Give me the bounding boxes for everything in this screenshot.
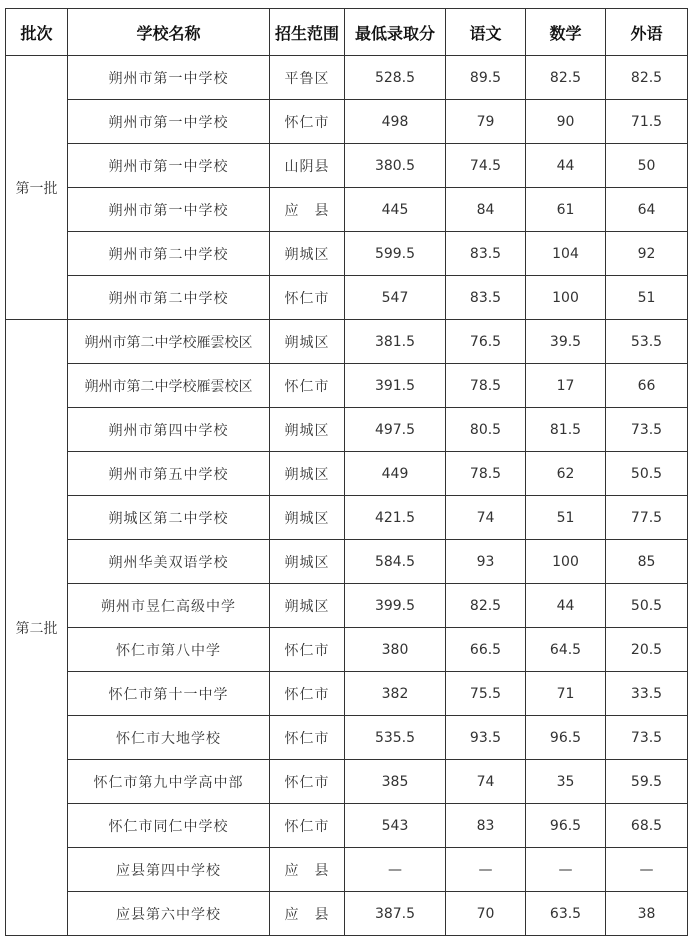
foreign-score-cell: 64 [606, 188, 688, 232]
math-score-cell: 44 [526, 584, 606, 628]
foreign-score-cell: 92 [606, 232, 688, 276]
foreign-score-cell: 66 [606, 364, 688, 408]
table-body [6, 56, 688, 936]
region-cell: 怀仁市 [270, 804, 345, 848]
region-cell: 应 县 [270, 892, 345, 936]
school-name-cell: 怀仁市第十一中学 [68, 672, 270, 716]
math-score-cell: 96.5 [526, 804, 606, 848]
school-name-cell: 朔州市第一中学校 [68, 100, 270, 144]
table-row [6, 452, 688, 496]
chinese-score-cell: 79 [446, 100, 526, 144]
math-score-cell: 62 [526, 452, 606, 496]
math-score-cell: 71 [526, 672, 606, 716]
region-cell: 怀仁市 [270, 672, 345, 716]
chinese-score-cell: 89.5 [446, 56, 526, 100]
header-school-name: 学校名称 [68, 9, 270, 56]
table-row [6, 144, 688, 188]
chinese-score-cell: 66.5 [446, 628, 526, 672]
school-name-cell: 怀仁市大地学校 [68, 716, 270, 760]
math-score-cell: 61 [526, 188, 606, 232]
foreign-score-cell: 20.5 [606, 628, 688, 672]
region-cell: 山阴县 [270, 144, 345, 188]
min-score-cell: — [345, 848, 446, 892]
min-score-cell: 449 [345, 452, 446, 496]
table-row [6, 56, 688, 100]
school-name-cell: 朔州市第二中学校 [68, 276, 270, 320]
math-score-cell: 44 [526, 144, 606, 188]
math-score-cell: — [526, 848, 606, 892]
foreign-score-cell: 68.5 [606, 804, 688, 848]
min-score-cell: 543 [345, 804, 446, 848]
region-cell: 怀仁市 [270, 628, 345, 672]
region-cell: 怀仁市 [270, 760, 345, 804]
math-score-cell: 39.5 [526, 320, 606, 364]
min-score-cell: 599.5 [345, 232, 446, 276]
foreign-score-cell: 50.5 [606, 584, 688, 628]
header-region: 招生范围 [270, 9, 345, 56]
foreign-score-cell: 33.5 [606, 672, 688, 716]
table-row [6, 848, 688, 892]
batch-cell: 第二批 [6, 320, 68, 936]
header-chinese: 语文 [446, 9, 526, 56]
region-cell: 朔城区 [270, 320, 345, 364]
admission-score-table [5, 8, 688, 936]
min-score-cell: 385 [345, 760, 446, 804]
school-name-cell: 应县第四中学校 [68, 848, 270, 892]
foreign-score-cell: 73.5 [606, 716, 688, 760]
foreign-score-cell: 51 [606, 276, 688, 320]
school-name-cell: 朔州市第一中学校 [68, 188, 270, 232]
math-score-cell: 100 [526, 276, 606, 320]
school-name-cell: 朔州市第一中学校 [68, 56, 270, 100]
header-batch: 批次 [6, 9, 68, 56]
table-row [6, 584, 688, 628]
table-row [6, 364, 688, 408]
chinese-score-cell: 82.5 [446, 584, 526, 628]
min-score-cell: 391.5 [345, 364, 446, 408]
region-cell: 朔城区 [270, 408, 345, 452]
batch-cell: 第一批 [6, 56, 68, 320]
foreign-score-cell: 53.5 [606, 320, 688, 364]
min-score-cell: 382 [345, 672, 446, 716]
min-score-cell: 535.5 [345, 716, 446, 760]
region-cell: 平鲁区 [270, 56, 345, 100]
header-foreign-language: 外语 [606, 9, 688, 56]
school-name-cell: 朔州市第四中学校 [68, 408, 270, 452]
foreign-score-cell: 77.5 [606, 496, 688, 540]
chinese-score-cell: 70 [446, 892, 526, 936]
school-name-cell: 朔州市昱仁高级中学 [68, 584, 270, 628]
region-cell: 应 县 [270, 188, 345, 232]
table-row [6, 100, 688, 144]
region-cell: 应 县 [270, 848, 345, 892]
chinese-score-cell: 74 [446, 760, 526, 804]
foreign-score-cell: 38 [606, 892, 688, 936]
foreign-score-cell: 50.5 [606, 452, 688, 496]
min-score-cell: 547 [345, 276, 446, 320]
region-cell: 朔城区 [270, 232, 345, 276]
table-row [6, 716, 688, 760]
region-cell: 朔城区 [270, 496, 345, 540]
math-score-cell: 17 [526, 364, 606, 408]
min-score-cell: 421.5 [345, 496, 446, 540]
school-name-cell: 怀仁市第九中学高中部 [68, 760, 270, 804]
table-row [6, 672, 688, 716]
school-name-cell: 朔州华美双语学校 [68, 540, 270, 584]
table-row [6, 232, 688, 276]
table-row [6, 276, 688, 320]
math-score-cell: 51 [526, 496, 606, 540]
table-row [6, 496, 688, 540]
chinese-score-cell: 76.5 [446, 320, 526, 364]
chinese-score-cell: 83.5 [446, 276, 526, 320]
min-score-cell: 380.5 [345, 144, 446, 188]
chinese-score-cell: 83 [446, 804, 526, 848]
min-score-cell: 528.5 [345, 56, 446, 100]
table-row [6, 804, 688, 848]
region-cell: 朔城区 [270, 452, 345, 496]
school-name-cell: 朔州市第二中学校 [68, 232, 270, 276]
foreign-score-cell: 73.5 [606, 408, 688, 452]
region-cell: 怀仁市 [270, 276, 345, 320]
math-score-cell: 90 [526, 100, 606, 144]
region-cell: 怀仁市 [270, 364, 345, 408]
math-score-cell: 96.5 [526, 716, 606, 760]
min-score-cell: 381.5 [345, 320, 446, 364]
math-score-cell: 63.5 [526, 892, 606, 936]
school-name-cell: 朔州市第二中学校雁雲校区 [68, 364, 270, 408]
table-header [6, 9, 688, 56]
chinese-score-cell: 78.5 [446, 452, 526, 496]
min-score-cell: 497.5 [345, 408, 446, 452]
foreign-score-cell: 85 [606, 540, 688, 584]
chinese-score-cell: 74 [446, 496, 526, 540]
min-score-cell: 387.5 [345, 892, 446, 936]
chinese-score-cell: 93 [446, 540, 526, 584]
chinese-score-cell: — [446, 848, 526, 892]
math-score-cell: 81.5 [526, 408, 606, 452]
header-min-score: 最低录取分 [345, 9, 446, 56]
table-row [6, 892, 688, 936]
region-cell: 怀仁市 [270, 100, 345, 144]
chinese-score-cell: 83.5 [446, 232, 526, 276]
school-name-cell: 应县第六中学校 [68, 892, 270, 936]
header-math: 数学 [526, 9, 606, 56]
header-row [6, 9, 688, 56]
school-name-cell: 朔州市第五中学校 [68, 452, 270, 496]
min-score-cell: 498 [345, 100, 446, 144]
table-row [6, 320, 688, 364]
foreign-score-cell: 59.5 [606, 760, 688, 804]
table-row [6, 540, 688, 584]
math-score-cell: 100 [526, 540, 606, 584]
foreign-score-cell: 71.5 [606, 100, 688, 144]
region-cell: 怀仁市 [270, 716, 345, 760]
table-row [6, 760, 688, 804]
min-score-cell: 380 [345, 628, 446, 672]
chinese-score-cell: 93.5 [446, 716, 526, 760]
chinese-score-cell: 74.5 [446, 144, 526, 188]
school-name-cell: 朔城区第二中学校 [68, 496, 270, 540]
school-name-cell: 怀仁市第八中学 [68, 628, 270, 672]
chinese-score-cell: 75.5 [446, 672, 526, 716]
chinese-score-cell: 78.5 [446, 364, 526, 408]
school-name-cell: 朔州市第一中学校 [68, 144, 270, 188]
school-name-cell: 朔州市第二中学校雁雲校区 [68, 320, 270, 364]
math-score-cell: 104 [526, 232, 606, 276]
school-name-cell: 怀仁市同仁中学校 [68, 804, 270, 848]
foreign-score-cell: 50 [606, 144, 688, 188]
math-score-cell: 82.5 [526, 56, 606, 100]
min-score-cell: 445 [345, 188, 446, 232]
table-row [6, 188, 688, 232]
chinese-score-cell: 84 [446, 188, 526, 232]
region-cell: 朔城区 [270, 540, 345, 584]
math-score-cell: 35 [526, 760, 606, 804]
foreign-score-cell: — [606, 848, 688, 892]
table-row [6, 408, 688, 452]
region-cell: 朔城区 [270, 584, 345, 628]
foreign-score-cell: 82.5 [606, 56, 688, 100]
table-row [6, 628, 688, 672]
min-score-cell: 399.5 [345, 584, 446, 628]
math-score-cell: 64.5 [526, 628, 606, 672]
min-score-cell: 584.5 [345, 540, 446, 584]
chinese-score-cell: 80.5 [446, 408, 526, 452]
